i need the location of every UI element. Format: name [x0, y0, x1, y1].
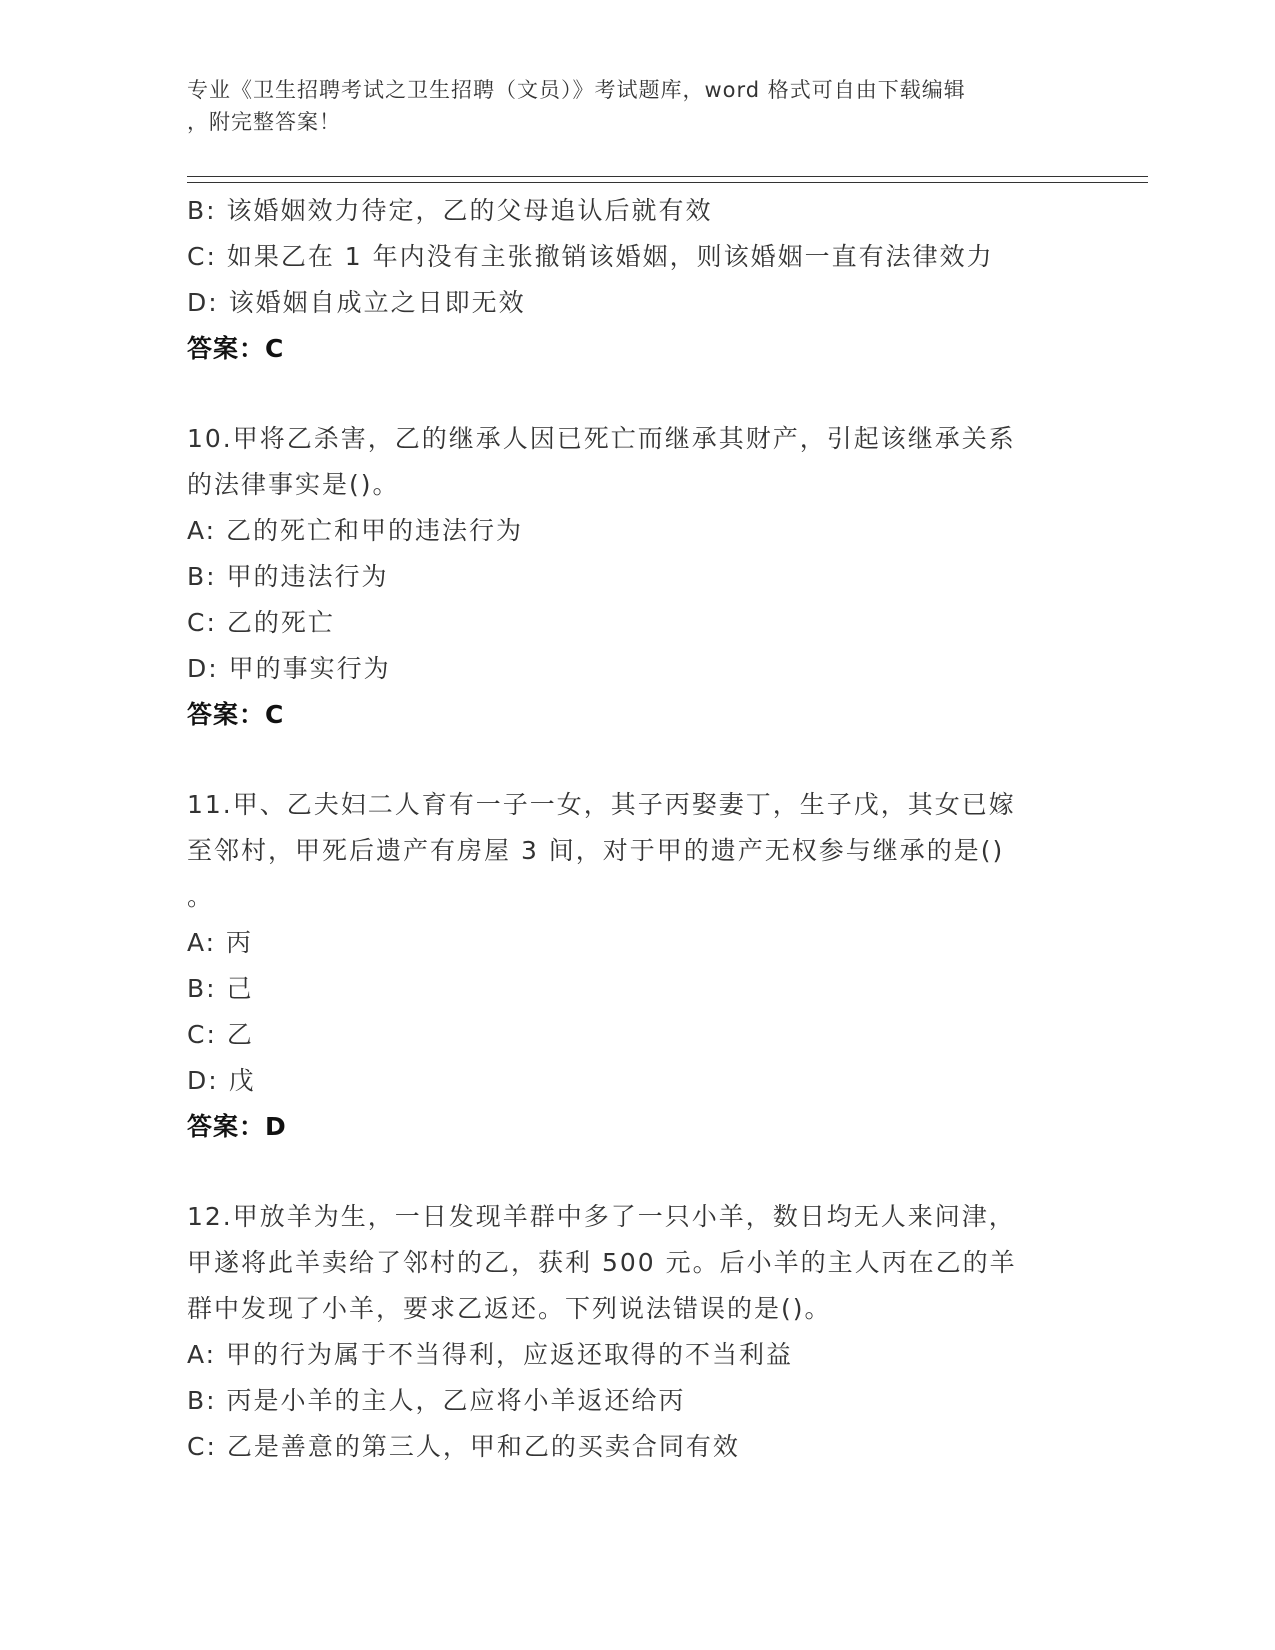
option-a: A: 乙的死亡和甲的违法行为 [187, 516, 524, 545]
option-d: D: 戊 [187, 1066, 256, 1095]
header-rule-top [187, 176, 1148, 177]
option-c: C: 乙的死亡 [187, 608, 335, 637]
stem-line: 。 [187, 882, 215, 911]
option-c: C: 乙 [187, 1020, 254, 1049]
answer: 答案：C [187, 334, 285, 363]
stem-line: 12.甲放羊为生，一日发现羊群中多了一只小羊，数日均无人来问津， [187, 1202, 1016, 1231]
option-d: D: 甲的事实行为 [187, 654, 391, 683]
header-line-2: ，附完整答案！ [187, 110, 341, 134]
stem-line: 甲遂将此羊卖给了邻村的乙，获利 500 元。后小羊的主人丙在乙的羊 [187, 1248, 1017, 1277]
question-12 [187, 1194, 1087, 1470]
answer: 答案：C [187, 700, 285, 729]
question-list [187, 188, 1087, 1470]
header-line-1: 专业《卫生招聘考试之卫生招聘（文员）》考试题库，word 格式可自由下载编辑 [187, 78, 966, 102]
stem-line: 11.甲、乙夫妇二人育有一子一女，其子丙娶妻丁，生子戊，其女已嫁 [187, 790, 1016, 819]
stem-line: 的法律事实是()。 [187, 470, 400, 499]
option-a: A: 丙 [187, 928, 254, 957]
option-c: C: 乙是善意的第三人，甲和乙的买卖合同有效 [187, 1432, 740, 1461]
question-9-continued [187, 188, 1087, 372]
stem-line: 10.甲将乙杀害，乙的继承人因已死亡而继承其财产，引起该继承关系 [187, 424, 1016, 453]
option-d: D: 该婚姻自成立之日即无效 [187, 288, 526, 317]
page-header [187, 74, 1077, 138]
option-a: A: 甲的行为属于不当得利，应返还取得的不当利益 [187, 1340, 794, 1369]
header-rule-bottom [187, 182, 1148, 183]
question-10 [187, 416, 1087, 738]
option-c: C: 如果乙在 1 年内没有主张撤销该婚姻，则该婚姻一直有法律效力 [187, 242, 994, 271]
question-stem [187, 416, 1087, 508]
answer: 答案：D [187, 1112, 287, 1141]
option-b: B: 己 [187, 974, 254, 1003]
option-b: B: 丙是小羊的主人，乙应将小羊返还给丙 [187, 1386, 686, 1415]
option-b: B: 该婚姻效力待定，乙的父母追认后就有效 [187, 196, 713, 225]
question-11 [187, 782, 1087, 1150]
option-b: B: 甲的违法行为 [187, 562, 389, 591]
stem-line: 群中发现了小羊，要求乙返还。下列说法错误的是()。 [187, 1294, 832, 1323]
stem-line: 至邻村，甲死后遗产有房屋 3 间，对于甲的遗产无权参与继承的是() [187, 836, 1005, 865]
question-stem [187, 782, 1087, 920]
question-stem [187, 1194, 1087, 1332]
